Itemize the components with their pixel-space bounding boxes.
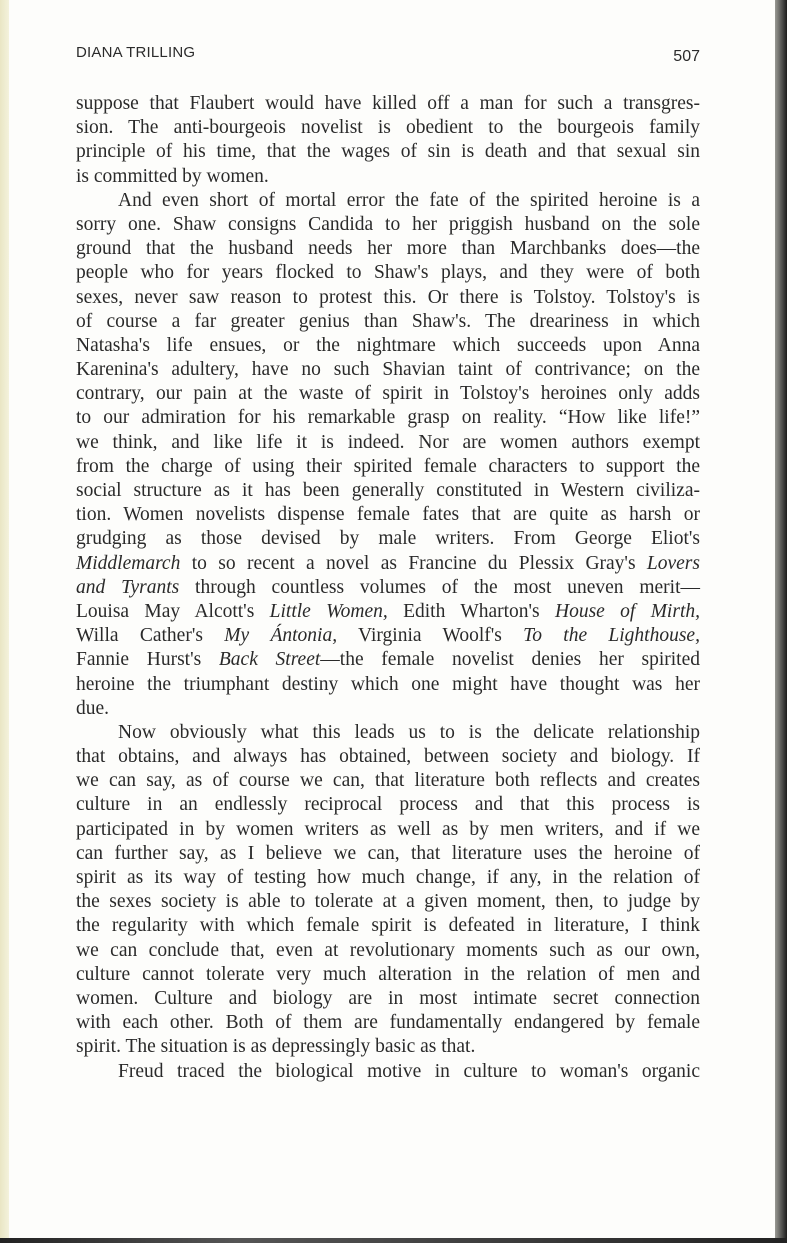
- text-segment: —the female novelist denies her spirited: [320, 649, 701, 671]
- scan-bottom-edge: [0, 1238, 787, 1243]
- body-text: [76, 92, 700, 1084]
- text-segment: Freud traced the biological motive in culture to woman's organic: [118, 1060, 700, 1082]
- text-segment: the regularity with which female spirit is defeated in literature, I think: [76, 915, 700, 937]
- text-segment: we can conclude that, even at revolutionary moments such as our own,: [76, 939, 700, 961]
- text-segment: principle of his time, that the wages of sin is death and that sexual sin: [76, 141, 700, 163]
- text-segment: suppose that Flaubert would have killed off a man for such a transgres-: [76, 93, 700, 114]
- text-segment: Louisa May Alcott's: [76, 600, 270, 622]
- text-line: [76, 237, 700, 261]
- text-line: [76, 261, 700, 285]
- text-line: [76, 92, 700, 116]
- text-segment: Karenina's adultery, have no such Shavian taint of contrivance; on the: [76, 359, 700, 381]
- scan-right-edge: [775, 0, 787, 1243]
- text-line: [76, 431, 700, 455]
- text-line: [76, 866, 700, 890]
- text-segment: with each other. Both of them are fundamentally endangered by female: [76, 1012, 700, 1034]
- text-segment: social structure as it has been generally constituted in Western civiliza-: [76, 480, 700, 501]
- text-line: [76, 673, 700, 697]
- text-line: [76, 963, 700, 987]
- text-segment: sexes, never saw reason to protest this. Or there is Tolstoy. Tolstoy's is: [76, 286, 700, 308]
- text-segment: Now obviously what this leads us to is the delicate relationship: [118, 721, 700, 743]
- text-line: [76, 286, 700, 310]
- text-segment: Virginia Woolf's: [337, 625, 524, 647]
- italic-title: My Ántonia,: [224, 625, 338, 647]
- italic-title: House of Mirth,: [555, 600, 700, 622]
- page-header: [76, 44, 700, 68]
- text-line: [76, 213, 700, 237]
- text-line: [76, 721, 700, 745]
- text-line: [76, 600, 700, 624]
- text-line: [76, 793, 700, 817]
- text-line: [76, 914, 700, 938]
- text-segment: to our admiration for his remarkable grasp on reality. “How like life!”: [76, 407, 700, 429]
- text-line: [76, 334, 700, 358]
- text-line: [76, 987, 700, 1011]
- text-line: [76, 406, 700, 430]
- text-segment: Edith Wharton's: [387, 600, 555, 622]
- text-segment: of course a far greater genius than Shaw's. The dreariness in which: [76, 310, 700, 332]
- italic-title: Little Women,: [269, 600, 388, 622]
- text-line: [76, 745, 700, 769]
- text-segment: contrary, our pain at the waste of spirit in Tolstoy's heroines only adds: [76, 383, 700, 405]
- text-line: [76, 382, 700, 406]
- text-segment: can further say, as I believe we can, that literature uses the heroine of: [76, 842, 700, 864]
- text-line: [76, 140, 700, 164]
- text-line: [76, 455, 700, 479]
- text-segment: grudging as those devised by male writers. From George Eliot's: [76, 528, 700, 550]
- paragraph: [76, 1060, 700, 1084]
- text-line: [76, 939, 700, 963]
- text-line: [76, 527, 700, 551]
- text-segment: heroine the triumphant destiny which one might have thought was her: [76, 673, 700, 695]
- text-line: [76, 310, 700, 334]
- text-segment: ground that the husband needs her more than Marchbanks does—the: [76, 238, 700, 260]
- text-segment: we think, and like life it is indeed. Nor are women authors exempt: [76, 431, 700, 453]
- paragraph: [76, 721, 700, 1060]
- text-segment: that obtains, and always has obtained, between society and biology. If: [76, 746, 700, 768]
- text-line: [76, 479, 700, 503]
- text-segment: to so recent a novel as Francine du Plessix Gray's: [180, 552, 647, 574]
- text-line: [76, 165, 700, 189]
- text-line: [76, 576, 700, 600]
- text-segment: tion. Women novelists dispense female fates that are quite as harsh or: [76, 504, 700, 526]
- paragraph: [76, 189, 700, 721]
- text-line: [76, 1035, 700, 1059]
- text-line: [76, 818, 700, 842]
- text-line: [76, 624, 700, 648]
- italic-title: To the Lighthouse,: [523, 625, 700, 647]
- text-line: [76, 503, 700, 527]
- text-line: [76, 1060, 700, 1084]
- text-segment: spirit. The situation is as depressingly basic as that.: [76, 1036, 476, 1058]
- italic-title: and Tyrants: [76, 576, 180, 598]
- text-line: [76, 358, 700, 382]
- text-line: [76, 697, 700, 721]
- text-segment: we can say, as of course we can, that literature both reflects and creates: [76, 770, 700, 792]
- italic-title: Lovers: [646, 552, 700, 574]
- text-line: [76, 116, 700, 140]
- page-gutter-edge: [0, 0, 9, 1243]
- text-line: [76, 769, 700, 793]
- italic-title: Back Street: [218, 649, 321, 671]
- text-line: [76, 552, 700, 576]
- running-head: DIANA TRILLING: [76, 44, 196, 61]
- text-segment: sion. The anti-bourgeois novelist is obedient to the bourgeois family: [76, 117, 700, 139]
- text-segment: through countless volumes of the most uneven merit—: [179, 576, 700, 598]
- text-segment: sorry one. Shaw consigns Candida to her priggish husband on the sole: [76, 213, 700, 235]
- text-segment: participated in by women writers as well as by men writers, and if we: [76, 818, 700, 840]
- page-number: 507: [673, 48, 700, 65]
- text-segment: the sexes society is able to tolerate at a given moment, then, to judge by: [76, 891, 700, 913]
- text-line: [76, 1011, 700, 1035]
- text-segment: is committed by women.: [76, 165, 269, 187]
- text-segment: people who for years flocked to Shaw's plays, and they were of both: [76, 262, 700, 284]
- text-segment: Willa Cather's: [76, 625, 225, 647]
- text-segment: spirit as its way of testing how much change, if any, in the relation of: [76, 867, 700, 888]
- italic-title: Middlemarch: [76, 552, 181, 574]
- text-segment: culture in an endlessly reciprocal process and that this process is: [76, 794, 700, 816]
- text-segment: women. Culture and biology are in most intimate secret connection: [76, 987, 700, 1009]
- text-segment: from the charge of using their spirited female characters to support the: [76, 455, 700, 477]
- text-line: [76, 189, 700, 213]
- text-segment: due.: [76, 697, 110, 719]
- text-segment: And even short of mortal error the fate of the spirited heroine is a: [118, 189, 700, 211]
- text-line: [76, 890, 700, 914]
- text-segment: Fannie Hurst's: [76, 649, 219, 671]
- paragraph: [76, 92, 700, 189]
- text-line: [76, 648, 700, 672]
- text-segment: culture cannot tolerate very much alteration in the relation of men and: [76, 963, 700, 985]
- text-line: [76, 842, 700, 866]
- text-segment: Natasha's life ensues, or the nightmare which succeeds upon Anna: [76, 334, 700, 356]
